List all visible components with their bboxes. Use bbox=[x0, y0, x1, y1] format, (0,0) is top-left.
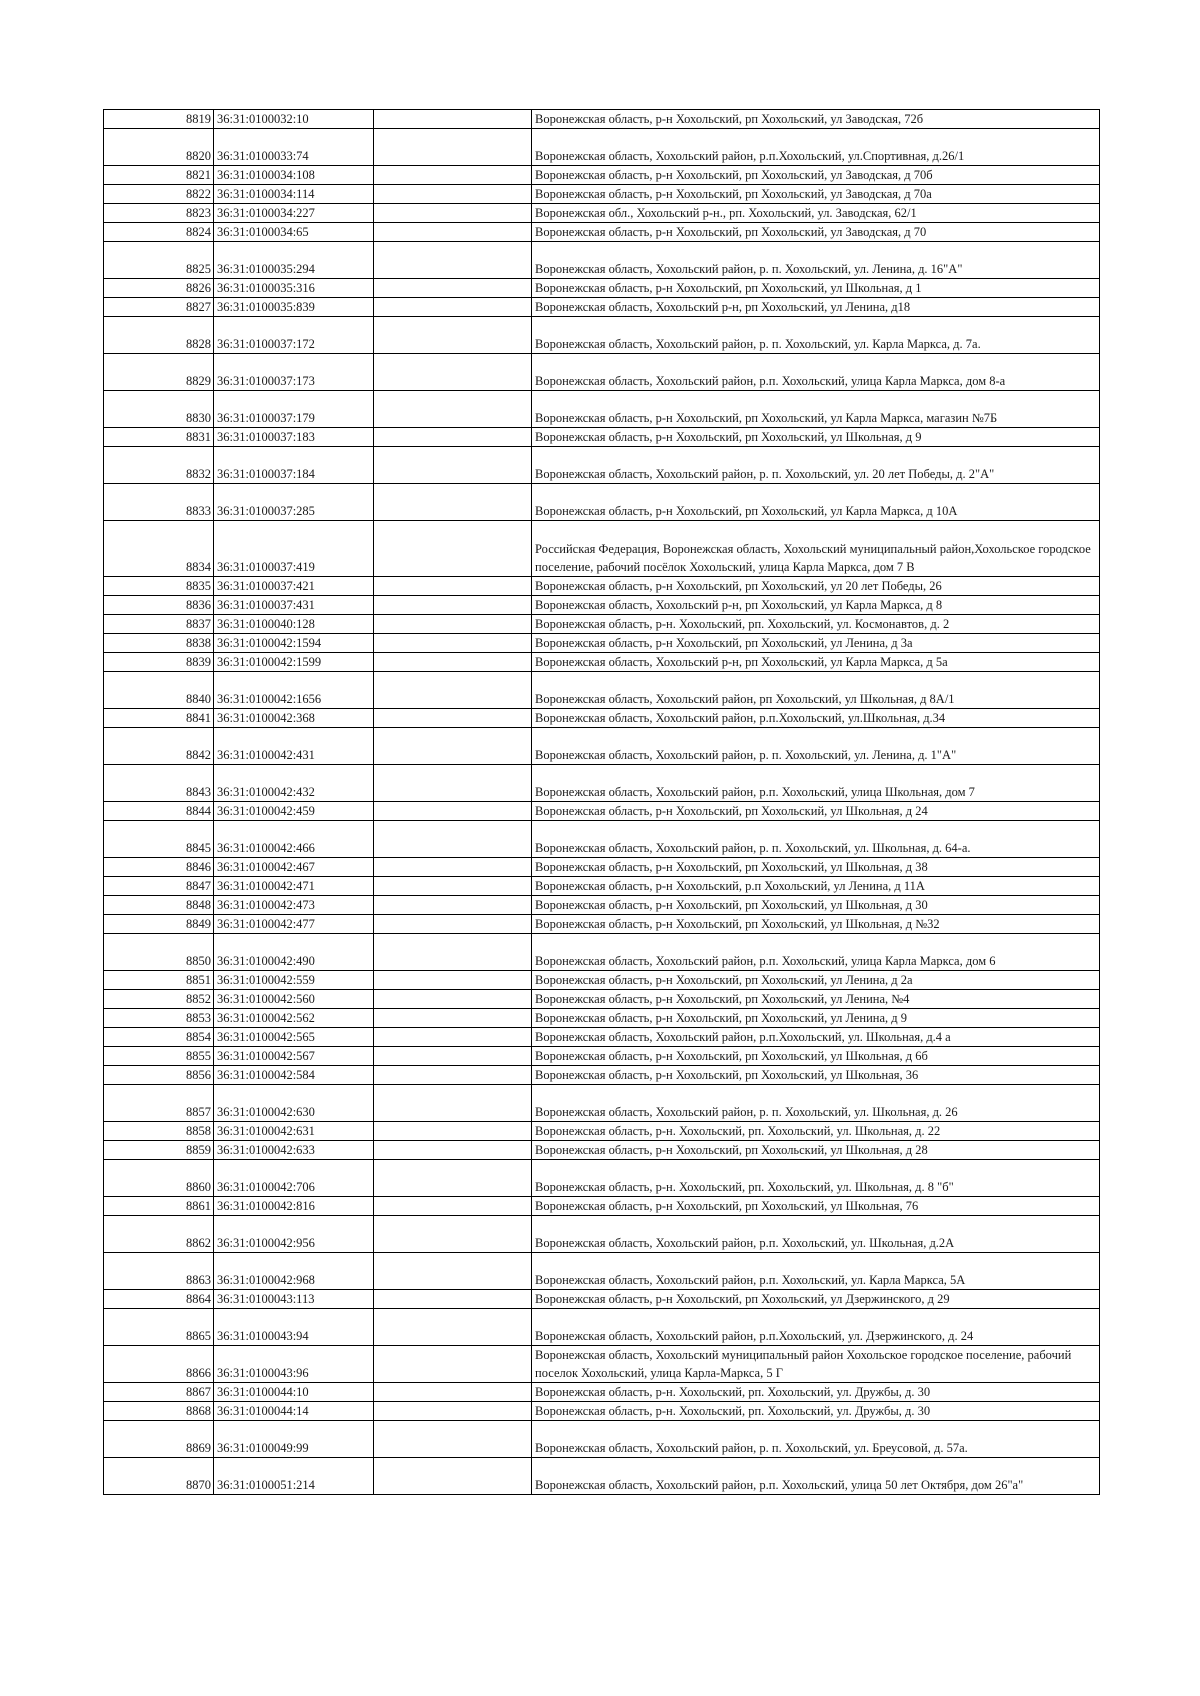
cadastral-number-cell: 36:31:0100037:285 bbox=[214, 484, 374, 521]
address-cell: Воронежская область, Хохольский район, р. п. Хохольский, ул. Ленина, д. 1"А" bbox=[532, 727, 1100, 764]
cadastral-number-cell: 36:31:0100037:173 bbox=[214, 354, 374, 391]
row-number-cell: 8863 bbox=[104, 1252, 214, 1289]
empty-cell bbox=[374, 876, 532, 895]
row-number-cell: 8831 bbox=[104, 428, 214, 447]
row-number-cell: 8827 bbox=[104, 298, 214, 317]
empty-cell bbox=[374, 1196, 532, 1215]
address-cell: Воронежская область, Хохольский район, р. п. Хохольский, ул. Бреусовой, д. 57а. bbox=[532, 1420, 1100, 1457]
empty-cell bbox=[374, 1401, 532, 1420]
cadastral-number-cell: 36:31:0100042:816 bbox=[214, 1196, 374, 1215]
cadastral-number-cell: 36:31:0100042:630 bbox=[214, 1084, 374, 1121]
empty-cell bbox=[374, 614, 532, 633]
address-cell: Воронежская область, Хохольский район, р. п. Хохольский, ул. Школьная, д. 64-а. bbox=[532, 820, 1100, 857]
table-row bbox=[104, 633, 1100, 652]
address-cell: Воронежская область, р-н Хохольский, рп Хохольский, ул Школьная, д 1 bbox=[532, 279, 1100, 298]
address-cell: Воронежская область, р-н Хохольский, рп Хохольский, ул Школьная, д №32 bbox=[532, 914, 1100, 933]
cadastral-number-cell: 36:31:0100043:113 bbox=[214, 1289, 374, 1308]
empty-cell bbox=[374, 354, 532, 391]
row-number-cell: 8839 bbox=[104, 652, 214, 671]
row-number-cell: 8848 bbox=[104, 895, 214, 914]
address-cell: Воронежская область, р-н Хохольский, рп Хохольский, ул Ленина, д 3а bbox=[532, 633, 1100, 652]
table-row bbox=[104, 876, 1100, 895]
table-row bbox=[104, 1289, 1100, 1308]
address-cell: Воронежская область, р-н Хохольский, рп Хохольский, ул Школьная, д 9 bbox=[532, 428, 1100, 447]
cadastral-number-cell: 36:31:0100035:316 bbox=[214, 279, 374, 298]
table-row bbox=[104, 820, 1100, 857]
row-number-cell: 8865 bbox=[104, 1308, 214, 1345]
row-number-cell: 8867 bbox=[104, 1382, 214, 1401]
cadastral-number-cell: 36:31:0100042:631 bbox=[214, 1121, 374, 1140]
cadastral-number-cell: 36:31:0100042:490 bbox=[214, 933, 374, 970]
address-cell: Воронежская область, Хохольский район, р.п.Хохольский, ул. Дзержинского, д. 24 bbox=[532, 1308, 1100, 1345]
empty-cell bbox=[374, 652, 532, 671]
address-cell: Воронежская область, р-н Хохольский, рп Хохольский, ул Школьная, 36 bbox=[532, 1065, 1100, 1084]
empty-cell bbox=[374, 1121, 532, 1140]
empty-cell bbox=[374, 110, 532, 129]
cadastral-number-cell: 36:31:0100032:10 bbox=[214, 110, 374, 129]
row-number-cell: 8828 bbox=[104, 317, 214, 354]
table-row bbox=[104, 1252, 1100, 1289]
address-cell: Воронежская область, р-н Хохольский, рп Хохольский, ул Школьная, д 24 bbox=[532, 801, 1100, 820]
table-row bbox=[104, 1121, 1100, 1140]
row-number-cell: 8832 bbox=[104, 447, 214, 484]
empty-cell bbox=[374, 1308, 532, 1345]
address-cell: Воронежская область, р-н Хохольский, р.п Хохольский, ул Ленина, д 11А bbox=[532, 876, 1100, 895]
empty-cell bbox=[374, 801, 532, 820]
row-number-cell: 8837 bbox=[104, 614, 214, 633]
table-row bbox=[104, 1084, 1100, 1121]
cadastral-number-cell: 36:31:0100037:184 bbox=[214, 447, 374, 484]
row-number-cell: 8845 bbox=[104, 820, 214, 857]
empty-cell bbox=[374, 671, 532, 708]
table-row bbox=[104, 354, 1100, 391]
empty-cell bbox=[374, 989, 532, 1008]
land-plot-table bbox=[103, 109, 1100, 1495]
row-number-cell: 8834 bbox=[104, 521, 214, 577]
address-cell: Воронежская область, р-н Хохольский, рп Хохольский, ул Карла Маркса, магазин №7Б bbox=[532, 391, 1100, 428]
cadastral-number-cell: 36:31:0100040:128 bbox=[214, 614, 374, 633]
address-cell: Воронежская область, р-н Хохольский, рп Хохольский, ул Карла Маркса, д 10А bbox=[532, 484, 1100, 521]
address-cell: Российская Федерация, Воронежская область, Хохольский муниципальный район,Хохольское городское поселение, рабочий посёлок Хохольский, улица Карла Маркса, дом 7 В bbox=[532, 521, 1100, 577]
empty-cell bbox=[374, 223, 532, 242]
address-cell: Воронежская область, р-н. Хохольский, рп. Хохольский, ул. Дружбы, д. 30 bbox=[532, 1401, 1100, 1420]
table-row bbox=[104, 391, 1100, 428]
cadastral-number-cell: 36:31:0100042:565 bbox=[214, 1027, 374, 1046]
table-row bbox=[104, 801, 1100, 820]
empty-cell bbox=[374, 970, 532, 989]
row-number-cell: 8847 bbox=[104, 876, 214, 895]
row-number-cell: 8824 bbox=[104, 223, 214, 242]
address-cell: Воронежская область, Хохольский район, рп Хохольский, ул Школьная, д 8А/1 bbox=[532, 671, 1100, 708]
empty-cell bbox=[374, 447, 532, 484]
table-row bbox=[104, 1008, 1100, 1027]
row-number-cell: 8858 bbox=[104, 1121, 214, 1140]
cadastral-number-cell: 36:31:0100034:65 bbox=[214, 223, 374, 242]
cadastral-number-cell: 36:31:0100037:419 bbox=[214, 521, 374, 577]
cadastral-number-cell: 36:31:0100042:633 bbox=[214, 1140, 374, 1159]
row-number-cell: 8829 bbox=[104, 354, 214, 391]
cadastral-number-cell: 36:31:0100049:99 bbox=[214, 1420, 374, 1457]
table-row bbox=[104, 914, 1100, 933]
address-cell: Воронежская область, р-н Хохольский, рп Хохольский, ул Ленина, д 2а bbox=[532, 970, 1100, 989]
row-number-cell: 8819 bbox=[104, 110, 214, 129]
row-number-cell: 8823 bbox=[104, 204, 214, 223]
row-number-cell: 8826 bbox=[104, 279, 214, 298]
row-number-cell: 8862 bbox=[104, 1215, 214, 1252]
cadastral-number-cell: 36:31:0100037:172 bbox=[214, 317, 374, 354]
address-cell: Воронежская область, Хохольский р-н, рп Хохольский, ул Карла Маркса, д 8 bbox=[532, 595, 1100, 614]
empty-cell bbox=[374, 914, 532, 933]
row-number-cell: 8844 bbox=[104, 801, 214, 820]
address-cell: Воронежская область, Хохольский р-н, рп Хохольский, ул Ленина, д18 bbox=[532, 298, 1100, 317]
table-row bbox=[104, 428, 1100, 447]
cadastral-number-cell: 36:31:0100042:473 bbox=[214, 895, 374, 914]
row-number-cell: 8842 bbox=[104, 727, 214, 764]
row-number-cell: 8864 bbox=[104, 1289, 214, 1308]
address-cell: Воронежская область, р-н. Хохольский, рп. Хохольский, ул. Школьная, д. 8 "б" bbox=[532, 1159, 1100, 1196]
empty-cell bbox=[374, 129, 532, 166]
table-row bbox=[104, 166, 1100, 185]
empty-cell bbox=[374, 764, 532, 801]
empty-cell bbox=[374, 1252, 532, 1289]
row-number-cell: 8853 bbox=[104, 1008, 214, 1027]
table-row bbox=[104, 1065, 1100, 1084]
address-cell: Воронежская область, р-н. Хохольский, рп. Хохольский, ул. Космонавтов, д. 2 bbox=[532, 614, 1100, 633]
cadastral-number-cell: 36:31:0100035:294 bbox=[214, 242, 374, 279]
cadastral-number-cell: 36:31:0100042:560 bbox=[214, 989, 374, 1008]
table-row bbox=[104, 671, 1100, 708]
address-cell: Воронежская область, Хохольский муниципальный район Хохольское городское поселение, рабочий поселок Хохольский, улица Карла-Маркса, 5 Г bbox=[532, 1345, 1100, 1382]
empty-cell bbox=[374, 298, 532, 317]
table-row bbox=[104, 764, 1100, 801]
table-row bbox=[104, 1457, 1100, 1494]
row-number-cell: 8840 bbox=[104, 671, 214, 708]
row-number-cell: 8868 bbox=[104, 1401, 214, 1420]
cadastral-number-cell: 36:31:0100042:968 bbox=[214, 1252, 374, 1289]
empty-cell bbox=[374, 242, 532, 279]
cadastral-number-cell: 36:31:0100042:1594 bbox=[214, 633, 374, 652]
table-row bbox=[104, 1196, 1100, 1215]
row-number-cell: 8835 bbox=[104, 576, 214, 595]
empty-cell bbox=[374, 895, 532, 914]
cadastral-number-cell: 36:31:0100051:214 bbox=[214, 1457, 374, 1494]
table-row bbox=[104, 110, 1100, 129]
row-number-cell: 8850 bbox=[104, 933, 214, 970]
cadastral-number-cell: 36:31:0100034:108 bbox=[214, 166, 374, 185]
empty-cell bbox=[374, 857, 532, 876]
cadastral-number-cell: 36:31:0100042:559 bbox=[214, 970, 374, 989]
table-row bbox=[104, 970, 1100, 989]
table-row bbox=[104, 652, 1100, 671]
table-row bbox=[104, 933, 1100, 970]
cadastral-number-cell: 36:31:0100042:471 bbox=[214, 876, 374, 895]
address-cell: Воронежская область, р-н Хохольский, рп Хохольский, ул 20 лет Победы, 26 bbox=[532, 576, 1100, 595]
address-cell: Воронежская область, р-н Хохольский, рп Хохольский, ул Дзержинского, д 29 bbox=[532, 1289, 1100, 1308]
row-number-cell: 8857 bbox=[104, 1084, 214, 1121]
empty-cell bbox=[374, 1289, 532, 1308]
row-number-cell: 8820 bbox=[104, 129, 214, 166]
empty-cell bbox=[374, 727, 532, 764]
table-row bbox=[104, 1345, 1100, 1382]
table-row bbox=[104, 1382, 1100, 1401]
row-number-cell: 8851 bbox=[104, 970, 214, 989]
cadastral-number-cell: 36:31:0100042:562 bbox=[214, 1008, 374, 1027]
table-row bbox=[104, 614, 1100, 633]
address-cell: Воронежская область, Хохольский район, р.п. Хохольский, улица Школьная, дом 7 bbox=[532, 764, 1100, 801]
cadastral-number-cell: 36:31:0100042:431 bbox=[214, 727, 374, 764]
empty-cell bbox=[374, 317, 532, 354]
empty-cell bbox=[374, 595, 532, 614]
empty-cell bbox=[374, 576, 532, 595]
row-number-cell: 8860 bbox=[104, 1159, 214, 1196]
table-row bbox=[104, 1140, 1100, 1159]
table-row bbox=[104, 1046, 1100, 1065]
cadastral-number-cell: 36:31:0100034:114 bbox=[214, 185, 374, 204]
cadastral-number-cell: 36:31:0100042:368 bbox=[214, 708, 374, 727]
address-cell: Воронежская область, р-н Хохольский, рп Хохольский, ул Ленина, д 9 bbox=[532, 1008, 1100, 1027]
row-number-cell: 8852 bbox=[104, 989, 214, 1008]
table-row bbox=[104, 484, 1100, 521]
cadastral-number-cell: 36:31:0100042:1599 bbox=[214, 652, 374, 671]
address-cell: Воронежская область, Хохольский район, р.п.Хохольский, ул.Спортивная, д.26/1 bbox=[532, 129, 1100, 166]
cadastral-number-cell: 36:31:0100043:96 bbox=[214, 1345, 374, 1382]
cadastral-number-cell: 36:31:0100044:10 bbox=[214, 1382, 374, 1401]
cadastral-number-cell: 36:31:0100042:459 bbox=[214, 801, 374, 820]
table-row bbox=[104, 1027, 1100, 1046]
cadastral-number-cell: 36:31:0100042:467 bbox=[214, 857, 374, 876]
address-cell: Воронежская область, Хохольский р-н, рп Хохольский, ул Карла Маркса, д 5а bbox=[532, 652, 1100, 671]
row-number-cell: 8866 bbox=[104, 1345, 214, 1382]
empty-cell bbox=[374, 1159, 532, 1196]
address-cell: Воронежская область, Хохольский район, р.п. Хохольский, улица Карла Маркса, дом 8-а bbox=[532, 354, 1100, 391]
cadastral-number-cell: 36:31:0100042:706 bbox=[214, 1159, 374, 1196]
table-row bbox=[104, 223, 1100, 242]
empty-cell bbox=[374, 633, 532, 652]
table-row bbox=[104, 989, 1100, 1008]
empty-cell bbox=[374, 521, 532, 577]
cadastral-number-cell: 36:31:0100043:94 bbox=[214, 1308, 374, 1345]
row-number-cell: 8838 bbox=[104, 633, 214, 652]
cadastral-number-cell: 36:31:0100042:477 bbox=[214, 914, 374, 933]
empty-cell bbox=[374, 166, 532, 185]
address-cell: Воронежская область, р-н Хохольский, рп Хохольский, ул Заводская, д 70 bbox=[532, 223, 1100, 242]
address-cell: Воронежская область, р-н Хохольский, рп Хохольский, ул Школьная, д 30 bbox=[532, 895, 1100, 914]
address-cell: Воронежская область, Хохольский район, р.п. Хохольский, улица Карла Маркса, дом 6 bbox=[532, 933, 1100, 970]
address-cell: Воронежская область, р-н Хохольский, рп Хохольский, ул Заводская, д 70а bbox=[532, 185, 1100, 204]
empty-cell bbox=[374, 1382, 532, 1401]
empty-cell bbox=[374, 1345, 532, 1382]
row-number-cell: 8822 bbox=[104, 185, 214, 204]
row-number-cell: 8825 bbox=[104, 242, 214, 279]
empty-cell bbox=[374, 708, 532, 727]
empty-cell bbox=[374, 279, 532, 298]
address-cell: Воронежская область, Хохольский район, р. п. Хохольский, ул. 20 лет Победы, д. 2"А" bbox=[532, 447, 1100, 484]
empty-cell bbox=[374, 428, 532, 447]
table-row bbox=[104, 1308, 1100, 1345]
empty-cell bbox=[374, 1046, 532, 1065]
table-row bbox=[104, 857, 1100, 876]
row-number-cell: 8861 bbox=[104, 1196, 214, 1215]
empty-cell bbox=[374, 484, 532, 521]
cadastral-number-cell: 36:31:0100042:432 bbox=[214, 764, 374, 801]
address-cell: Воронежская область, Хохольский район, р.п.Хохольский, ул. Школьная, д.4 а bbox=[532, 1027, 1100, 1046]
cadastral-number-cell: 36:31:0100042:1656 bbox=[214, 671, 374, 708]
cadastral-number-cell: 36:31:0100033:74 bbox=[214, 129, 374, 166]
table-row bbox=[104, 129, 1100, 166]
table-row bbox=[104, 595, 1100, 614]
table-row bbox=[104, 521, 1100, 577]
empty-cell bbox=[374, 1420, 532, 1457]
row-number-cell: 8870 bbox=[104, 1457, 214, 1494]
empty-cell bbox=[374, 1140, 532, 1159]
row-number-cell: 8830 bbox=[104, 391, 214, 428]
address-cell: Воронежская область, р-н Хохольский, рп Хохольский, ул Школьная, 76 bbox=[532, 1196, 1100, 1215]
cadastral-number-cell: 36:31:0100035:839 bbox=[214, 298, 374, 317]
address-cell: Воронежская область, р-н Хохольский, рп Хохольский, ул Заводская, д 70б bbox=[532, 166, 1100, 185]
table-row bbox=[104, 298, 1100, 317]
table-row bbox=[104, 1159, 1100, 1196]
empty-cell bbox=[374, 933, 532, 970]
address-cell: Воронежская область, Хохольский район, р. п. Хохольский, ул. Школьная, д. 26 bbox=[532, 1084, 1100, 1121]
empty-cell bbox=[374, 820, 532, 857]
row-number-cell: 8843 bbox=[104, 764, 214, 801]
address-cell: Воронежская область, р-н Хохольский, рп Хохольский, ул Школьная, д 38 bbox=[532, 857, 1100, 876]
address-cell: Воронежская область, Хохольский район, р.п. Хохольский, ул. Карла Маркса, 5А bbox=[532, 1252, 1100, 1289]
table-row bbox=[104, 317, 1100, 354]
cadastral-number-cell: 36:31:0100042:466 bbox=[214, 820, 374, 857]
cadastral-number-cell: 36:31:0100037:179 bbox=[214, 391, 374, 428]
table-row bbox=[104, 185, 1100, 204]
address-cell: Воронежская область, р-н Хохольский, рп Хохольский, ул Заводская, 72б bbox=[532, 110, 1100, 129]
address-cell: Воронежская область, Хохольский район, р.п.Хохольский, ул.Школьная, д.34 bbox=[532, 708, 1100, 727]
row-number-cell: 8846 bbox=[104, 857, 214, 876]
empty-cell bbox=[374, 1027, 532, 1046]
table-row bbox=[104, 1215, 1100, 1252]
address-cell: Воронежская область, Хохольский район, р. п. Хохольский, ул. Ленина, д. 16"А" bbox=[532, 242, 1100, 279]
address-cell: Воронежская область, Хохольский район, р. п. Хохольский, ул. Карла Маркса, д. 7а. bbox=[532, 317, 1100, 354]
address-cell: Воронежская обл., Хохольский р-н., рп. Хохольский, ул. Заводская, 62/1 bbox=[532, 204, 1100, 223]
empty-cell bbox=[374, 185, 532, 204]
row-number-cell: 8855 bbox=[104, 1046, 214, 1065]
empty-cell bbox=[374, 391, 532, 428]
table-row bbox=[104, 204, 1100, 223]
table-row bbox=[104, 279, 1100, 298]
row-number-cell: 8836 bbox=[104, 595, 214, 614]
cadastral-number-cell: 36:31:0100037:431 bbox=[214, 595, 374, 614]
empty-cell bbox=[374, 1008, 532, 1027]
empty-cell bbox=[374, 1084, 532, 1121]
table-row bbox=[104, 242, 1100, 279]
table-body bbox=[104, 110, 1100, 1495]
address-cell: Воронежская область, Хохольский район, р.п. Хохольский, улица 50 лет Октября, дом 26"а" bbox=[532, 1457, 1100, 1494]
row-number-cell: 8859 bbox=[104, 1140, 214, 1159]
table-row bbox=[104, 1401, 1100, 1420]
address-cell: Воронежская область, р-н Хохольский, рп Хохольский, ул Ленина, №4 bbox=[532, 989, 1100, 1008]
empty-cell bbox=[374, 1215, 532, 1252]
row-number-cell: 8821 bbox=[104, 166, 214, 185]
cadastral-number-cell: 36:31:0100042:567 bbox=[214, 1046, 374, 1065]
row-number-cell: 8854 bbox=[104, 1027, 214, 1046]
table-row bbox=[104, 727, 1100, 764]
address-cell: Воронежская область, р-н. Хохольский, рп. Хохольский, ул. Школьная, д. 22 bbox=[532, 1121, 1100, 1140]
table-row bbox=[104, 895, 1100, 914]
empty-cell bbox=[374, 204, 532, 223]
row-number-cell: 8841 bbox=[104, 708, 214, 727]
address-cell: Воронежская область, р-н Хохольский, рп Хохольский, ул Школьная, д 6б bbox=[532, 1046, 1100, 1065]
cadastral-number-cell: 36:31:0100042:956 bbox=[214, 1215, 374, 1252]
row-number-cell: 8869 bbox=[104, 1420, 214, 1457]
cadastral-number-cell: 36:31:0100034:227 bbox=[214, 204, 374, 223]
address-cell: Воронежская область, Хохольский район, р.п. Хохольский, ул. Школьная, д.2А bbox=[532, 1215, 1100, 1252]
address-cell: Воронежская область, р-н. Хохольский, рп. Хохольский, ул. Дружбы, д. 30 bbox=[532, 1382, 1100, 1401]
cadastral-number-cell: 36:31:0100037:183 bbox=[214, 428, 374, 447]
address-cell: Воронежская область, р-н Хохольский, рп Хохольский, ул Школьная, д 28 bbox=[532, 1140, 1100, 1159]
table-row bbox=[104, 576, 1100, 595]
row-number-cell: 8833 bbox=[104, 484, 214, 521]
empty-cell bbox=[374, 1457, 532, 1494]
table-row bbox=[104, 708, 1100, 727]
row-number-cell: 8849 bbox=[104, 914, 214, 933]
table-row bbox=[104, 447, 1100, 484]
cadastral-number-cell: 36:31:0100042:584 bbox=[214, 1065, 374, 1084]
empty-cell bbox=[374, 1065, 532, 1084]
table-row bbox=[104, 1420, 1100, 1457]
cadastral-number-cell: 36:31:0100044:14 bbox=[214, 1401, 374, 1420]
cadastral-number-cell: 36:31:0100037:421 bbox=[214, 576, 374, 595]
row-number-cell: 8856 bbox=[104, 1065, 214, 1084]
